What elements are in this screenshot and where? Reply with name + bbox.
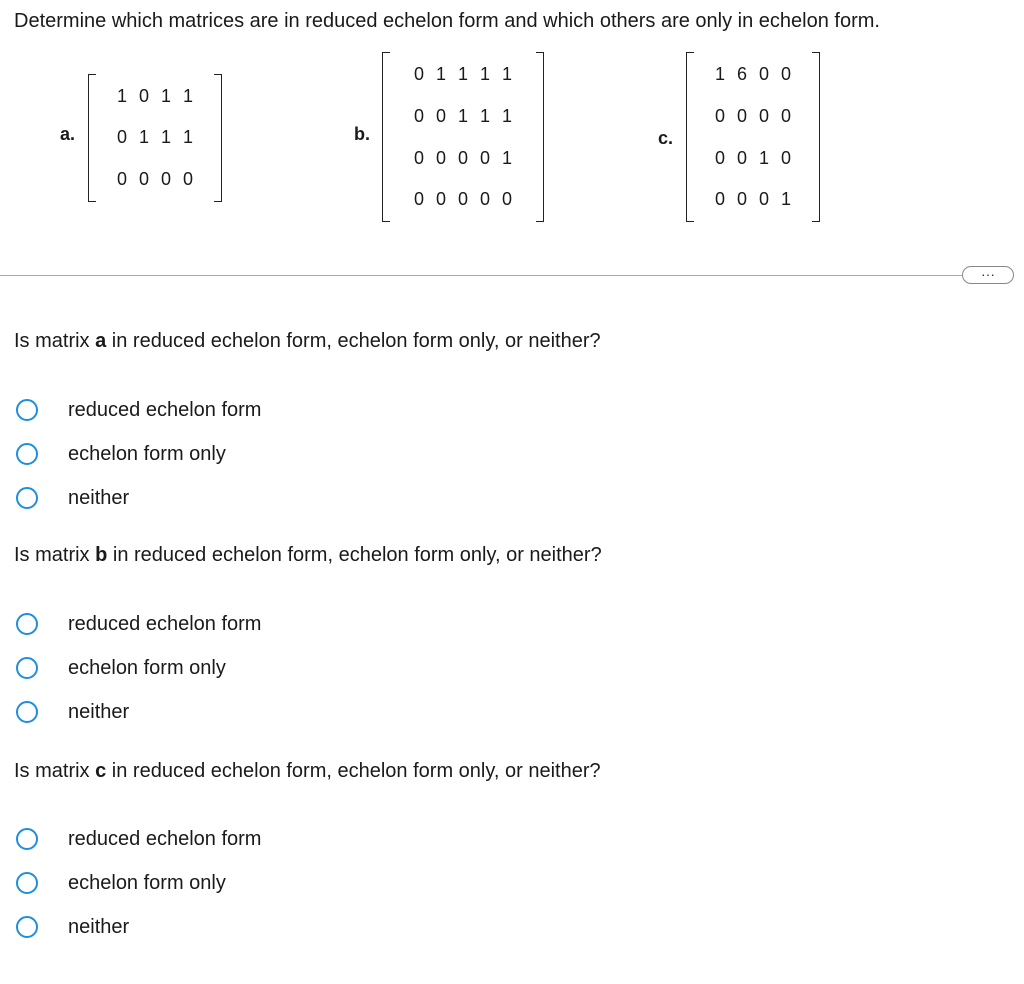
problem-prompt: Determine which matrices are in reduced echelon form and which others are only in echelon form. <box>14 10 880 32</box>
question-c-option-echelon[interactable] <box>16 869 226 897</box>
matrix-cell: 0 <box>780 148 791 168</box>
question-text-post: in reduced echelon form, echelon form only, or neither? <box>106 760 601 782</box>
question-b <box>14 544 602 567</box>
matrix-cell: 0 <box>182 169 193 189</box>
matrix-cell: 1 <box>457 106 468 126</box>
matrix-cell: 1 <box>160 86 171 106</box>
option-label: neither <box>68 700 130 723</box>
matrix-cell: 0 <box>780 64 791 84</box>
question-text-pre: Is matrix <box>14 544 96 566</box>
matrix-cell: 0 <box>714 189 725 209</box>
matrix-cell: 1 <box>501 106 512 126</box>
matrix-cell: 0 <box>413 148 424 168</box>
matrix-cell: 1 <box>435 64 446 84</box>
matrix-cell: 0 <box>457 189 468 209</box>
question-a <box>14 330 601 353</box>
radio-button-icon[interactable] <box>16 443 38 465</box>
question-a-option-neither[interactable] <box>16 484 129 512</box>
question-matrix-letter: a <box>95 330 107 352</box>
matrix-cell: 1 <box>116 86 127 106</box>
matrix-cell: 0 <box>435 148 446 168</box>
matrix-cell: 0 <box>758 189 769 209</box>
matrix-cell: 0 <box>714 148 725 168</box>
matrix-cell: 0 <box>758 64 769 84</box>
question-matrix-letter: c <box>95 760 107 782</box>
matrix-cell: 0 <box>138 86 149 106</box>
matrix-row <box>382 64 544 85</box>
matrix-cell: 0 <box>736 148 747 168</box>
section-divider <box>0 275 968 276</box>
radio-button-icon[interactable] <box>16 487 38 509</box>
matrix-a-label: a. <box>60 124 76 144</box>
matrix-cell: 1 <box>780 189 791 209</box>
matrix-a <box>88 74 222 202</box>
matrix-row <box>686 106 820 127</box>
matrix-row <box>382 106 544 127</box>
radio-button-icon[interactable] <box>16 657 38 679</box>
matrix-cell: 1 <box>182 127 193 147</box>
option-label: echelon form only <box>68 442 226 465</box>
matrix-row <box>88 169 222 190</box>
option-label: echelon form only <box>68 871 226 894</box>
matrix-cell: 0 <box>758 106 769 126</box>
matrix-row <box>88 86 222 107</box>
radio-button-icon[interactable] <box>16 828 38 850</box>
option-label: reduced echelon form <box>68 827 262 850</box>
matrix-cell: 1 <box>182 86 193 106</box>
radio-button-icon[interactable] <box>16 399 38 421</box>
matrix-row <box>686 189 820 210</box>
matrix-cell: 0 <box>116 127 127 147</box>
matrix-cell: 0 <box>435 106 446 126</box>
question-b-option-echelon[interactable] <box>16 654 226 682</box>
question-matrix-letter: b <box>95 544 108 566</box>
matrix-cell: 0 <box>116 169 127 189</box>
matrix-cell: 1 <box>138 127 149 147</box>
matrix-cell: 0 <box>457 148 468 168</box>
matrix-c-label: c. <box>658 128 674 148</box>
question-b-option-reduced[interactable] <box>16 610 261 638</box>
radio-button-icon[interactable] <box>16 872 38 894</box>
question-c-option-reduced[interactable] <box>16 825 261 853</box>
matrix-row <box>686 64 820 85</box>
matrix-cell: 1 <box>501 64 512 84</box>
matrix-cell: 1 <box>479 64 490 84</box>
matrix-cell: 0 <box>160 169 171 189</box>
matrix-cell: 1 <box>501 148 512 168</box>
option-label: neither <box>68 915 130 938</box>
question-text-post: in reduced echelon form, echelon form only, or neither? <box>106 330 601 352</box>
matrix-row <box>686 148 820 169</box>
radio-button-icon[interactable] <box>16 701 38 723</box>
matrix-cell: 0 <box>413 106 424 126</box>
matrix-b <box>382 52 544 222</box>
option-label: neither <box>68 486 130 509</box>
matrix-cell: 1 <box>160 127 171 147</box>
question-text-pre: Is matrix <box>14 330 96 352</box>
question-text-post: in reduced echelon form, echelon form only, or neither? <box>107 544 602 566</box>
matrix-cell: 0 <box>736 106 747 126</box>
matrix-c <box>686 52 820 222</box>
radio-button-icon[interactable] <box>16 916 38 938</box>
question-a-option-reduced[interactable] <box>16 396 261 424</box>
option-label: reduced echelon form <box>68 612 262 635</box>
matrix-b-label: b. <box>354 124 370 144</box>
question-text-pre: Is matrix <box>14 760 96 782</box>
matrix-cell: 0 <box>736 189 747 209</box>
matrix-row <box>382 148 544 169</box>
question-c <box>14 760 601 783</box>
radio-button-icon[interactable] <box>16 613 38 635</box>
matrix-cell: 0 <box>413 189 424 209</box>
matrix-cell: 1 <box>479 106 490 126</box>
question-b-option-neither[interactable] <box>16 698 129 726</box>
option-label: echelon form only <box>68 656 226 679</box>
matrix-cell: 1 <box>758 148 769 168</box>
matrix-cell: 0 <box>780 106 791 126</box>
matrix-row <box>382 189 544 210</box>
question-a-option-echelon[interactable] <box>16 440 226 468</box>
matrix-cell: 0 <box>479 148 490 168</box>
more-options-button[interactable]: ··· <box>962 266 1014 284</box>
matrix-cell: 1 <box>457 64 468 84</box>
matrix-cell: 0 <box>479 189 490 209</box>
matrix-cell: 0 <box>138 169 149 189</box>
question-c-option-neither[interactable] <box>16 913 129 941</box>
option-label: reduced echelon form <box>68 398 262 421</box>
matrix-cell: 0 <box>714 106 725 126</box>
matrix-row <box>88 127 222 148</box>
matrix-cell: 0 <box>413 64 424 84</box>
matrix-cell: 6 <box>736 64 747 84</box>
matrix-cell: 0 <box>435 189 446 209</box>
matrix-cell: 1 <box>714 64 725 84</box>
matrix-cell: 0 <box>501 189 512 209</box>
